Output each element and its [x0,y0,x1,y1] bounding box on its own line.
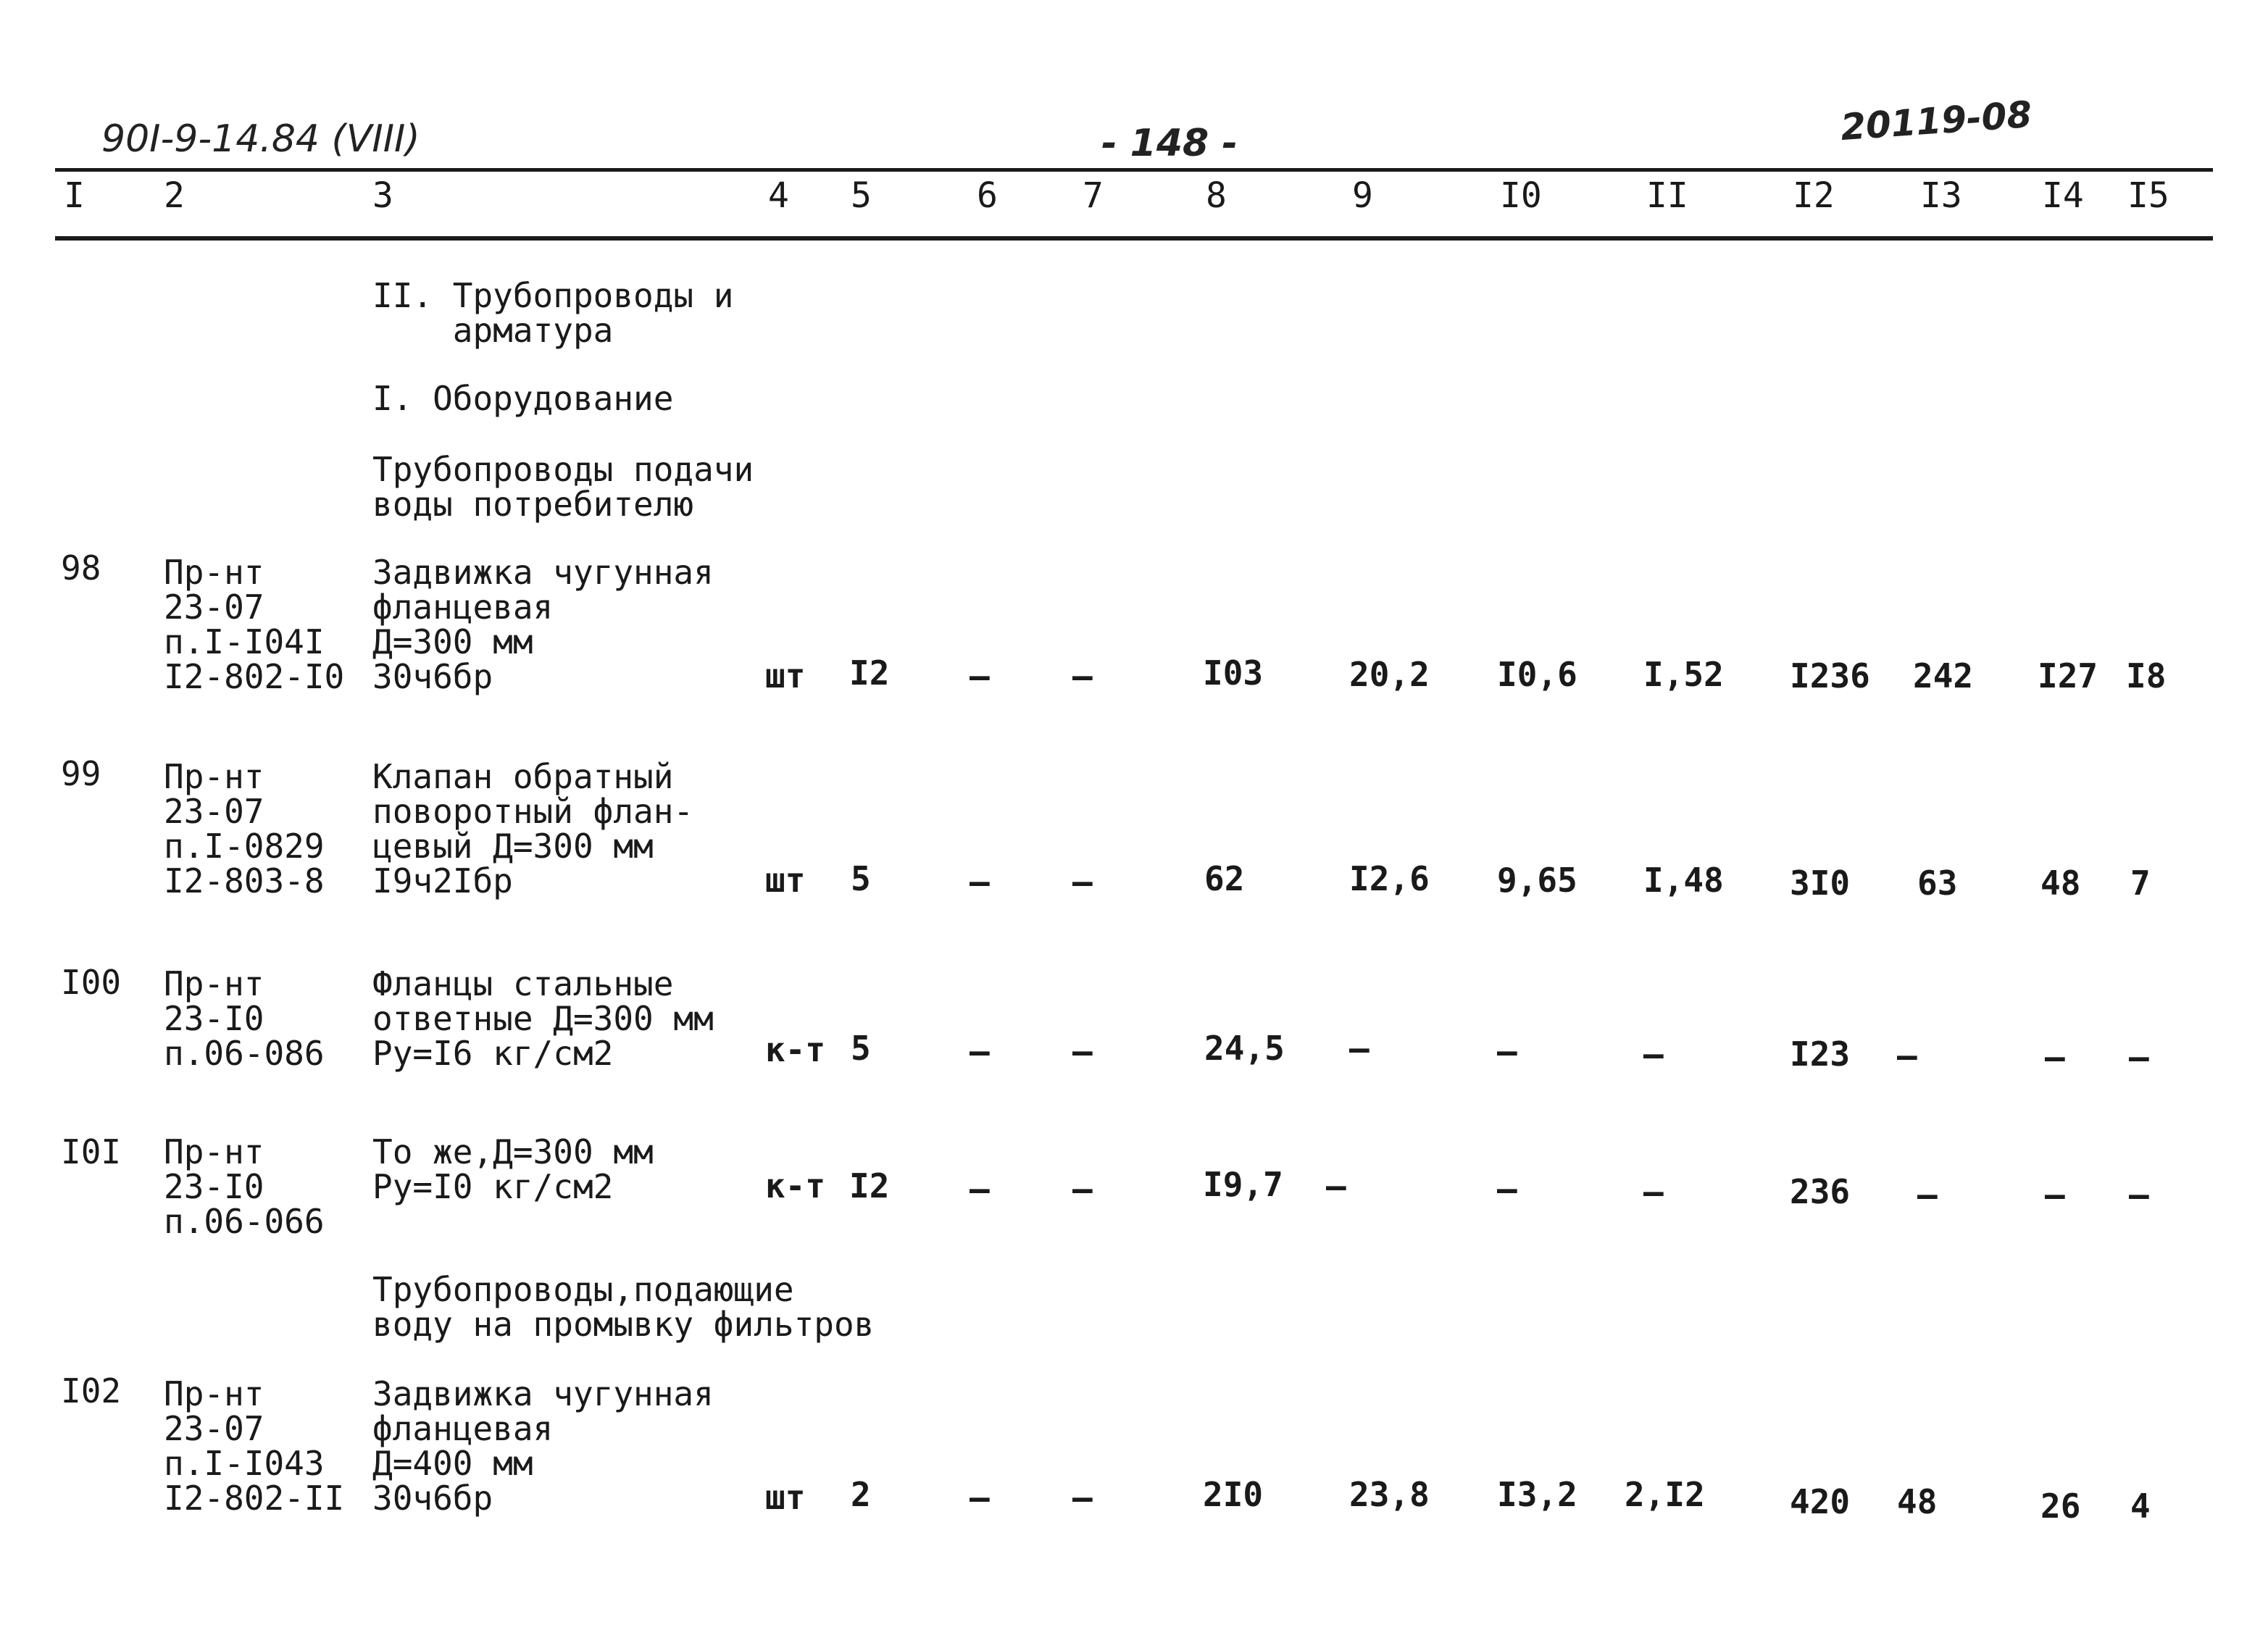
column-header-12: I2 [1793,175,1835,216]
row-col8: I9,7 [1203,1165,1283,1204]
row-col13: – [1917,1175,1938,1214]
column-header-5: 5 [851,175,872,216]
row-col6: – [970,1032,990,1071]
row-name: То же,Д=300 мм Ру=I0 кг/см2 [372,1132,654,1206]
row-col12: 3I0 [1790,864,1851,903]
row-reference: Пр-нт 23-07 п.I-0829 I2-803-8 [164,757,325,900]
row-col7: – [1072,1169,1093,1208]
row-col15: 7 [2130,864,2151,903]
row-quantity: 5 [851,859,871,898]
row-col8: I03 [1203,653,1264,693]
row-quantity: 2 [851,1475,871,1514]
header-bottom-rule [55,236,2213,241]
row-col13: 48 [1897,1482,1938,1521]
row-number: 98 [61,548,101,588]
row-col11: – [1643,1035,1664,1074]
row-col8: 62 [1204,859,1245,898]
column-header-8: 8 [1206,175,1227,216]
column-header-10: I0 [1500,175,1542,216]
column-header-13: I3 [1920,175,1962,216]
row-col9: – [1349,1029,1369,1068]
row-col8: 24,5 [1204,1029,1285,1068]
row-name: Задвижка чугунная фланцевая Д=400 мм 30ч6бр [372,1374,714,1518]
row-col11: I,52 [1643,655,1724,694]
row-col6: – [970,862,990,901]
row-col10: I0,6 [1497,655,1577,694]
row-col9: 23,8 [1349,1475,1430,1514]
row-col8: 2I0 [1203,1475,1264,1514]
column-header-11: II [1646,175,1688,216]
row-reference: Пр-нт 23-07 п.I-I043 I2-802-II [164,1374,345,1518]
document-code: 90I-9-14.84 (VIII) [101,117,420,161]
page-number: - 148 - [1101,122,1238,165]
row-unit: шт [765,656,806,695]
row-col15: I8 [2126,656,2167,695]
row-col10: I3,2 [1497,1475,1577,1514]
row-col9: I2,6 [1349,859,1430,898]
row-col14: 48 [2040,864,2081,903]
row-col10: – [1497,1169,1517,1208]
row-name: Фланцы стальные ответные Д=300 мм Ру=I6 кг/см2 [372,964,714,1073]
row-col11: I,48 [1643,861,1724,900]
row-col15: – [2129,1037,2149,1077]
column-header-1: I [64,175,85,216]
row-number: I00 [61,963,122,1002]
row-unit: к-т [765,1166,826,1205]
column-header-9: 9 [1352,175,1373,216]
row-col11: – [1643,1172,1664,1211]
row-col6: – [970,1169,990,1208]
row-col7: – [1072,656,1093,695]
row-col11: 2,I2 [1625,1475,1705,1514]
row-quantity: I2 [849,653,890,693]
row-col10: – [1497,1032,1517,1071]
row-col12: I23 [1790,1035,1851,1074]
row-number: 99 [61,754,101,793]
row-reference: Пр-нт 23-I0 п.06-086 [164,964,325,1073]
row-col13: 242 [1913,656,1974,695]
row-col7: – [1072,1032,1093,1071]
row-col9: 20,2 [1349,655,1430,694]
column-header-3: 3 [372,175,393,216]
row-name: Клапан обратный поворотный флан- цевый Д=300 мм I9ч2Iбр [372,757,694,900]
row-col15: 4 [2130,1487,2151,1526]
row-col10: 9,65 [1497,861,1577,900]
row-col7: – [1072,1478,1093,1517]
row-unit: к-т [765,1030,826,1069]
section-heading-filter-flush: Трубопроводы,подающие воду на промывку фильтров [372,1270,875,1344]
row-col7: – [1072,862,1093,901]
column-header-4: 4 [768,175,789,216]
row-col14: – [2045,1037,2065,1077]
row-unit: шт [765,1478,806,1517]
column-header-2: 2 [164,175,185,216]
row-col14: I27 [2038,656,2098,695]
section-heading-pipelines: II. Трубопроводы и арматура [372,276,734,350]
row-col14: 26 [2040,1487,2081,1526]
section-heading-consumer-supply: Трубопроводы подачи воды потребителю [372,450,754,524]
row-col6: – [970,656,990,695]
row-name: Задвижка чугунная фланцевая Д=300 мм 30ч6бр [372,553,714,696]
row-col15: – [2129,1175,2149,1214]
row-col12: 236 [1790,1172,1851,1211]
row-reference: Пр-нт 23-I0 п.06-066 [164,1132,325,1241]
row-col12: I236 [1790,656,1870,695]
section-heading-equipment: I. Оборудование [372,379,674,418]
column-header-7: 7 [1083,175,1104,216]
row-quantity: I2 [849,1166,890,1205]
row-col14: – [2045,1175,2065,1214]
row-quantity: 5 [851,1029,871,1068]
row-col12: 420 [1790,1482,1851,1521]
row-col13: – [1897,1036,1917,1075]
header-top-rule [55,168,2213,172]
row-number: I0I [61,1132,122,1171]
column-header-14: I4 [2042,175,2084,216]
sheet-code: 20119-08 [1839,93,2033,149]
row-number: I02 [61,1371,122,1410]
row-col13: 63 [1917,864,1958,903]
row-col6: – [970,1478,990,1517]
row-reference: Пр-нт 23-07 п.I-I04I I2-802-I0 [164,553,345,696]
row-col9: – [1326,1166,1346,1205]
column-header-6: 6 [977,175,998,216]
row-unit: шт [765,861,806,900]
column-header-15: I5 [2127,175,2169,216]
